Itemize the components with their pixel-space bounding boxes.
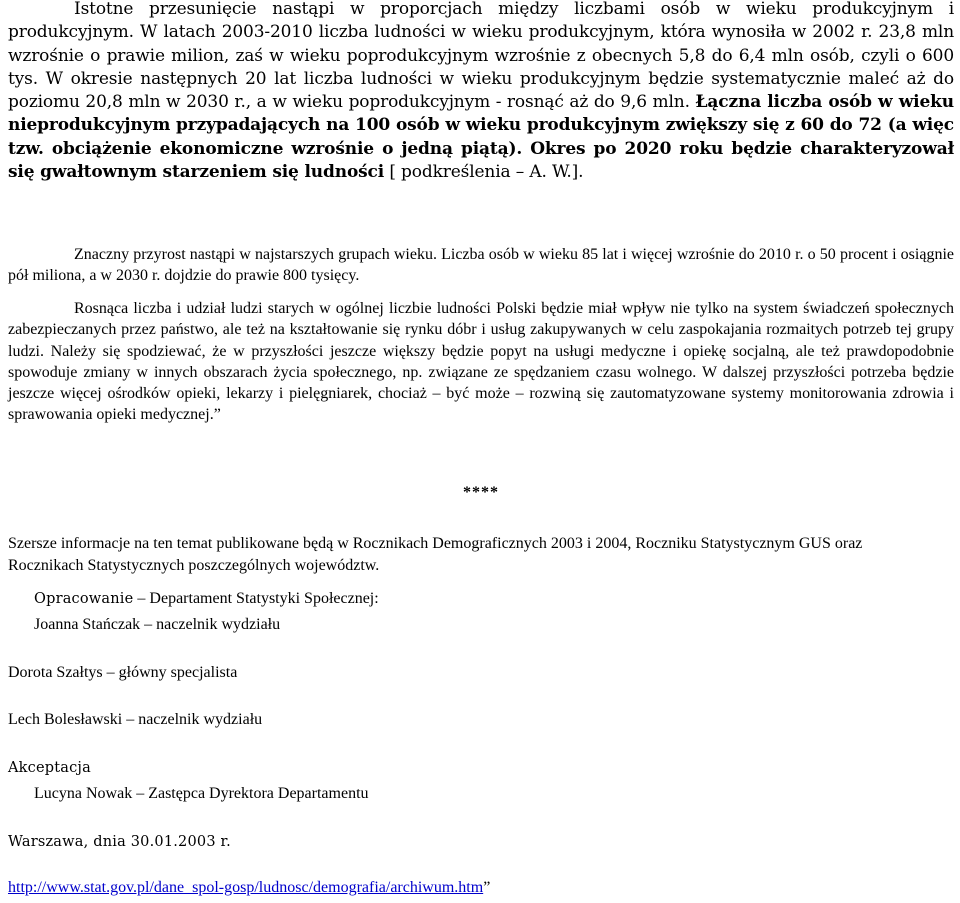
prepared-by-department: – Departament Statystyki Społecznej: bbox=[133, 590, 379, 607]
author-lech-boleslawski: Lech Bolesławski – naczelnik wydziału bbox=[8, 711, 263, 728]
accepted-label: Akceptacja bbox=[8, 760, 91, 776]
bold-emphasis-text: Łączna liczba osób w wieku nieprodukcyjnym przypadających na 100 osób w wieku produkcyjnym zwiększy się z 60 do 72 (a więc tzw. obciążenie ekonomiczne wzrośnie o jedną piątą). Okres po 2020 roku będzie charakteryzował się gwałtownym starzeniem się ludności bbox=[8, 92, 954, 183]
emphasis-note: [ podkreślenia – A. W.]. bbox=[384, 162, 584, 183]
paragraph-text: Rosnąca liczba i udział ludzi starych w ogólnej liczbie ludności Polski będzie miał wpływ nie tylko na system świadczeń społecznych zabezpieczanych przez państwo, ale też na kształtowanie się rynku dóbr i usług zakupywanych w celu zaspokajania rozmaitych potrzeb tej grupy ludzi. Należy się spodziewać, że w przyszłości jeszcze większy będzie popyt na usługi medyczne i opiekę socjalną, ale też prawdopodobnie spowoduje zmiany w innych obszarach życia społecznego, np. związane ze spędzaniem czasu wolnego. W dalszej przyszłości potrzeba będzie jeszcze więcej ośrodków opieki, lekarzy i pielęgniarek, chociaż – być może – rozwiną się zautomatyzowane systemy monitorowania zdrowia i sprawowania opieki medycznej.” bbox=[8, 300, 954, 424]
prepared-by-line bbox=[34, 589, 379, 609]
author-dorota-szaltys: Dorota Szałtys – główny specjalista bbox=[8, 664, 238, 681]
accepted-by-lucyna-nowak: Lucyna Nowak – Zastępca Dyrektora Departamentu bbox=[34, 785, 369, 802]
closing-quote-mark: ” bbox=[483, 879, 491, 896]
source-link-line bbox=[8, 878, 490, 898]
author-joanna-stanczak: Joanna Stańczak – naczelnik wydziału bbox=[34, 616, 281, 633]
paragraph-population-shift bbox=[8, 0, 954, 184]
gus-archive-link[interactable]: http://www.stat.gov.pl/dane_spol-gosp/ludnosc/demografia/archiwum.htm bbox=[8, 879, 484, 896]
paragraph-text: Znaczny przyrost nastąpi w najstarszych grupach wieku. Liczba osób w wieku 85 lat i więcej wzrośnie do 2010 r. o 50 procent i osiągnie pół miliona, a w 2030 r. dojdzie do prawie 800 tysięcy. bbox=[8, 246, 954, 285]
section-separator: **** bbox=[463, 484, 499, 501]
paragraph-oldest-groups bbox=[8, 244, 954, 287]
document-date: Warszawa, dnia 30.01.2003 r. bbox=[8, 834, 231, 850]
paragraph-elderly-impact bbox=[8, 298, 954, 426]
paragraph-more-info: Szersze informacje na ten temat publikowane będą w Rocznikach Demograficznych 2003 i 2004, Roczniku Statystycznym GUS oraz Rocznikach Statystycznych poszczególnych województw. bbox=[8, 535, 863, 574]
paragraph-text: Istotne przesunięcie nastąpi w proporcjach między liczbami osób w wieku produkcyjnym i produkcyjnym. W latach 2003-2010 liczba ludności w wieku produkcyjnym, która wynosiła w 2002 r. 23,8 mln wzrośnie o prawie milion, zaś w wieku poprodukcyjnym wzrośnie z obecnych 5,8 do 6,4 mln osób, czyli o 600 tys. W okresie następnych 20 lat liczba ludności w wieku produkcyjnym będzie systematycznie maleć aż do poziomu 20,8 mln w 2030 r., a w wieku poprodukcyjnym - rosnąć aż do 9,6 mln. bbox=[8, 0, 954, 113]
prepared-by-label: Opracowanie bbox=[34, 591, 134, 607]
